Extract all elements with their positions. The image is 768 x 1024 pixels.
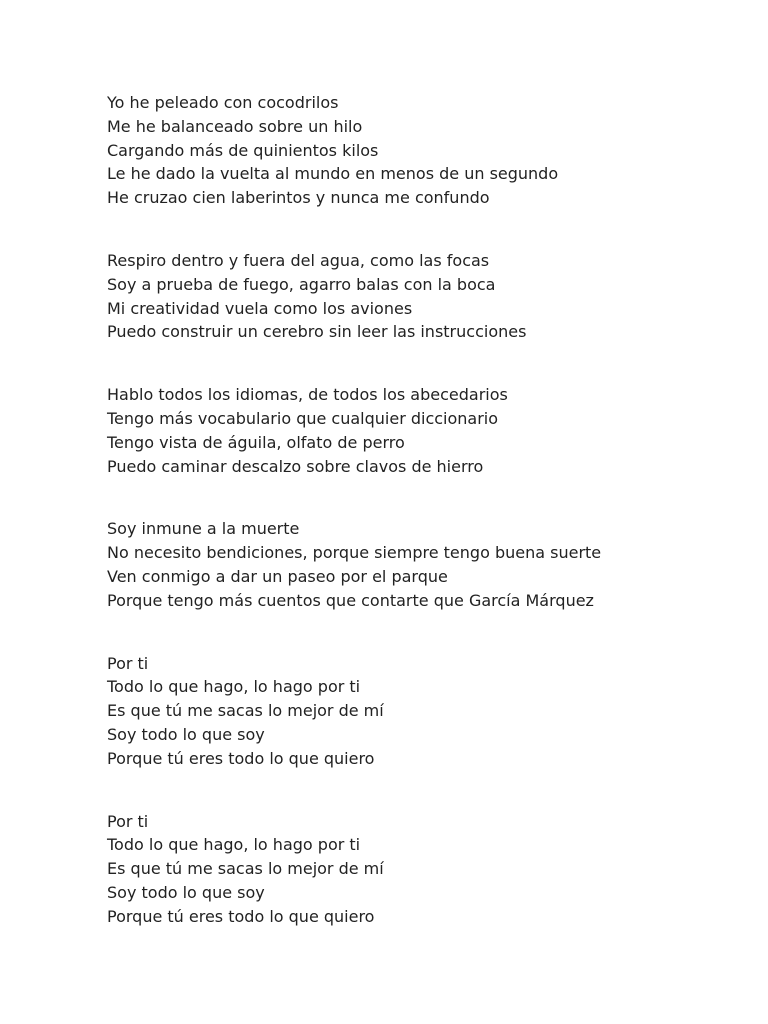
lyric-line: Tengo más vocabulario que cualquier diccionario [107, 408, 499, 428]
stanza [107, 652, 747, 771]
lyric-line: Hablo todos los idiomas, de todos los abecedarios [107, 385, 508, 405]
lyric-line: Puedo construir un cerebro sin leer las instrucciones [107, 322, 527, 342]
lyric-line: Soy inmune a la muerte [107, 519, 300, 539]
lyric-line: Ven conmigo a dar un paseo por el parque [107, 566, 448, 586]
lyric-line: Mi creatividad vuela como los aviones [107, 298, 413, 318]
lyric-line: Todo lo que hago, lo hago por ti [107, 835, 361, 855]
lyric-line: Me he balanceado sobre un hilo [107, 116, 363, 136]
lyric-line: Puedo caminar descalzo sobre clavos de hierro [107, 456, 484, 476]
stanza [107, 249, 747, 344]
lyric-line: He cruzao cien laberintos y nunca me confundo [107, 188, 490, 208]
lyric-line: Porque tú eres todo lo que quiero [107, 748, 375, 768]
lyric-line: Soy a prueba de fuego, agarro balas con la boca [107, 274, 496, 294]
stanza [107, 810, 747, 929]
lyric-line: Yo he peleado con cocodrilos [107, 93, 339, 112]
lyric-line: Por ti [107, 811, 149, 831]
lyric-line: Le he dado la vuelta al mundo en menos de un segundo [107, 164, 559, 184]
lyric-line: Tengo vista de águila, olfato de perro [107, 432, 405, 452]
lyric-line: Por ti [107, 653, 149, 673]
lyric-line: Cargando más de quinientos kilos [107, 140, 379, 160]
lyric-line: Soy todo lo que soy [107, 724, 265, 744]
stanza [107, 91, 747, 210]
stanza [107, 517, 747, 612]
lyric-line: No necesito bendiciones, porque siempre tengo buena suerte [107, 543, 602, 563]
lyric-line: Respiro dentro y fuera del agua, como las focas [107, 250, 490, 270]
lyric-line: Es que tú me sacas lo mejor de mí [107, 859, 384, 879]
lyric-line: Es que tú me sacas lo mejor de mí [107, 701, 384, 721]
stanza [107, 383, 747, 478]
lyric-line: Todo lo que hago, lo hago por ti [107, 677, 361, 697]
lyric-line: Porque tengo más cuentos que contarte que García Márquez [107, 590, 594, 610]
lyric-line: Porque tú eres todo lo que quiero [107, 906, 375, 926]
lyric-line: Soy todo lo que soy [107, 882, 265, 902]
lyrics-body [107, 91, 747, 968]
